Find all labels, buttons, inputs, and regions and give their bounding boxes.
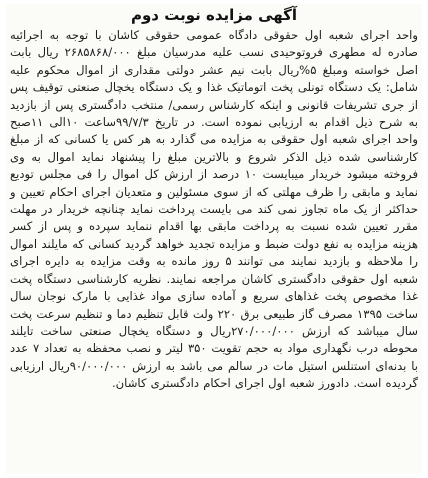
auction-notice (6, 4, 422, 474)
notice-body: واحد اجرای شعبه اول حقوقی دادگاه عمومی حقوقی کاشان با توجه به اجرائیه صادره له مطهری فروتوحیدی نسب علیه مدرسیان مبلغ ۲۶۸۵۸۶۸/۰۰۰ ریال بابت اصل خواسته ومبلغ ۵%ریال بابت نیم عشر دولتی مقداری از اموال محکوم علیه شامل: یک دستگاه تونلی پخت اتوماتیک غذا و یک دستگاه یخچال صنعتی توقیف پس از جری تشریفات قانونی و اینکه کارشناس رسمی/ منتخب دادگستری پس از بازدید به شرح ذیل اقدام به ارزیابی نموده است. در تاریخ ۹۹/۷/۳ساعت ۱۰الی ۱۱صبح واحد اجرای شعبه اول حقوقی به مزایده می گذارد به هر کس یا کسانی که از مبلغ کارشناسی شده ذیل الذکر شروع و بالاترین مبلغ را پیشنهاد نماید اموال به وی فروخته میشود خریدار میبایست ۱۰ درصد از ارزش کل اموال را فی مجلس تودیع نماید و مابقی را ظرف مهلتی که از سوی مسئولین و متعدیان اجرای احکام تعیین و حداکثر از یک ماه تجاوز نمی کند می بایست پرداخت نماید چنانچه خریدار در مهلت مقرر تعیین شده نسبت به پرداخت مابقی بها اقدام ننماید سپرده و پس از کسر هزینه مزایده به نفع دولت ضبط و مزایده تجدید خواهد گردید کسانی که مایلند اموال را ملاحظه و بازدید نمایند می توانند ۵ روز مانده به وقت مزایده به دایره اجرای شعبه اول حقوقی دادگستری کاشان مراجعه نمایند. نظریه کارشناسی دستگاه پخت غذا مخصوص پخت غذاهای سریع و آماده سازی مواد غذایی با مارک نوجان سال ساخت ۱۳۹۵ مصرف گاز طبیعی برق ۲۲۰ ولت قابل تنظیم دما و تنظیم سرعت پخت سال میباشد که ارزش ۲۷۰/۰۰۰/۰۰۰ریال و دستگاه یخچال صنعتی ساخت تایلند محوطه درب نگهداری مواد به حجم تقویت ۳۵۰ لیتر و نصب محفظه به تعداد ۷ عدد با بدنه‌ای استنلس استیل مات در سالم می باشد به ارزش ۹۰/۰۰۰/۰۰۰ریال ارزیابی گردیده است. دادورز شعبه اول اجرای احکام دادگستری کاشان. (10, 28, 419, 391)
notice-title: آگهی مزایده نوبت دوم (130, 6, 298, 24)
